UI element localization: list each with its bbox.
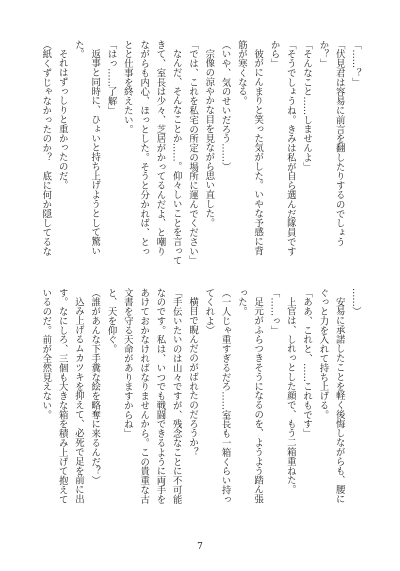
text-line: す。なにしろ、三個も大きな箱を積み上げて抱えて	[56, 288, 68, 504]
text-line: 「では、これを私宅の所定の場所に運んでください」	[187, 40, 199, 266]
text-line: 筋が寒くなる。	[235, 40, 247, 106]
text-line: から」	[268, 40, 280, 69]
text-line: 「ああ、これと、……これもです」	[301, 288, 313, 439]
text-line: 返事と同時に、ひょいと持ち上げようとして驚い	[89, 49, 101, 256]
text-line: ながらも内心、ほっとした。そうと分かれば、とっ	[138, 40, 150, 256]
text-line: 文書を守る天命がありますからね」	[121, 288, 133, 439]
text-line: 彼がにんまりと笑った気がした。いやな予感に背	[252, 49, 264, 256]
text-line: 「……？」	[350, 40, 361, 87]
text-line: （誰があんな下手糞な絵を略奪に来るんだ？）	[89, 288, 101, 486]
text-line: 安易に承諾したことを軽く後悔しながらも、腰に	[333, 297, 345, 504]
text-line: 「そんなこと……しませんよ」	[301, 40, 313, 172]
text-line: 「……っ」	[268, 288, 280, 335]
text-line: 上官は、しれっとした顔で、もう二箱重ねた。	[284, 297, 296, 495]
upper-text-block	[37, 40, 363, 266]
text-line: た。	[72, 40, 84, 59]
text-line: てくれよ）	[203, 288, 215, 335]
page-number: 7	[197, 542, 203, 552]
lower-text-block	[37, 288, 363, 508]
text-line: それはずっしりと重かったのだ。	[56, 49, 68, 191]
text-line: （いや、気のせいだろう……）	[219, 40, 231, 172]
text-line: 込み上げるムカツキを抑えて、必死で足を前に出	[72, 297, 84, 504]
text-line: きて、室長は少々、芝居がかってるんだよ、と嘲り	[154, 40, 166, 256]
text-line: 「そうでしょうね。きみは私が自ら選んだ隊員です	[284, 40, 296, 256]
text-line: あけておかなければなりませんから。この貴重な古	[138, 288, 150, 504]
text-line: （紙くずじゃなかったのか？ 底に何か隠してるな	[40, 40, 52, 256]
text-line: ……）	[350, 288, 361, 317]
text-line: （一人じゃ重すぎるだろ……室長も一箱くらい持っ	[219, 288, 231, 504]
text-line: なのです。私は、いつでも戦闘できるように両手を	[154, 288, 166, 504]
text-line: ぐっと力を入れて持ち上げる。	[317, 288, 329, 420]
text-line: った。	[235, 288, 247, 317]
text-line: と、天を仰ぐ。	[105, 288, 117, 354]
text-line: なんだ、そんなことか……。仰々しいことを言って	[170, 49, 182, 266]
text-line: 「伏見君は容易に前言を翻したりするのでしょう	[333, 40, 345, 247]
text-line: 足元がふらつきそうになるのを、ようよう踏ん張	[252, 297, 264, 504]
text-line: か？」	[317, 40, 329, 69]
text-line: とと仕事を終えたい。	[121, 40, 133, 134]
text-line: 「はっ……了解」	[105, 40, 117, 116]
text-line: 「手伝いたいのは山々ですが、残念なことに不可能	[170, 288, 182, 504]
text-line: いるのだ。前が全然見えない。	[40, 288, 52, 420]
text-line: 宗像の涼やかな目を見ながら思い直した。	[203, 49, 215, 228]
text-line: 横目で睨んだのがばれたのだろうか？	[187, 297, 199, 458]
